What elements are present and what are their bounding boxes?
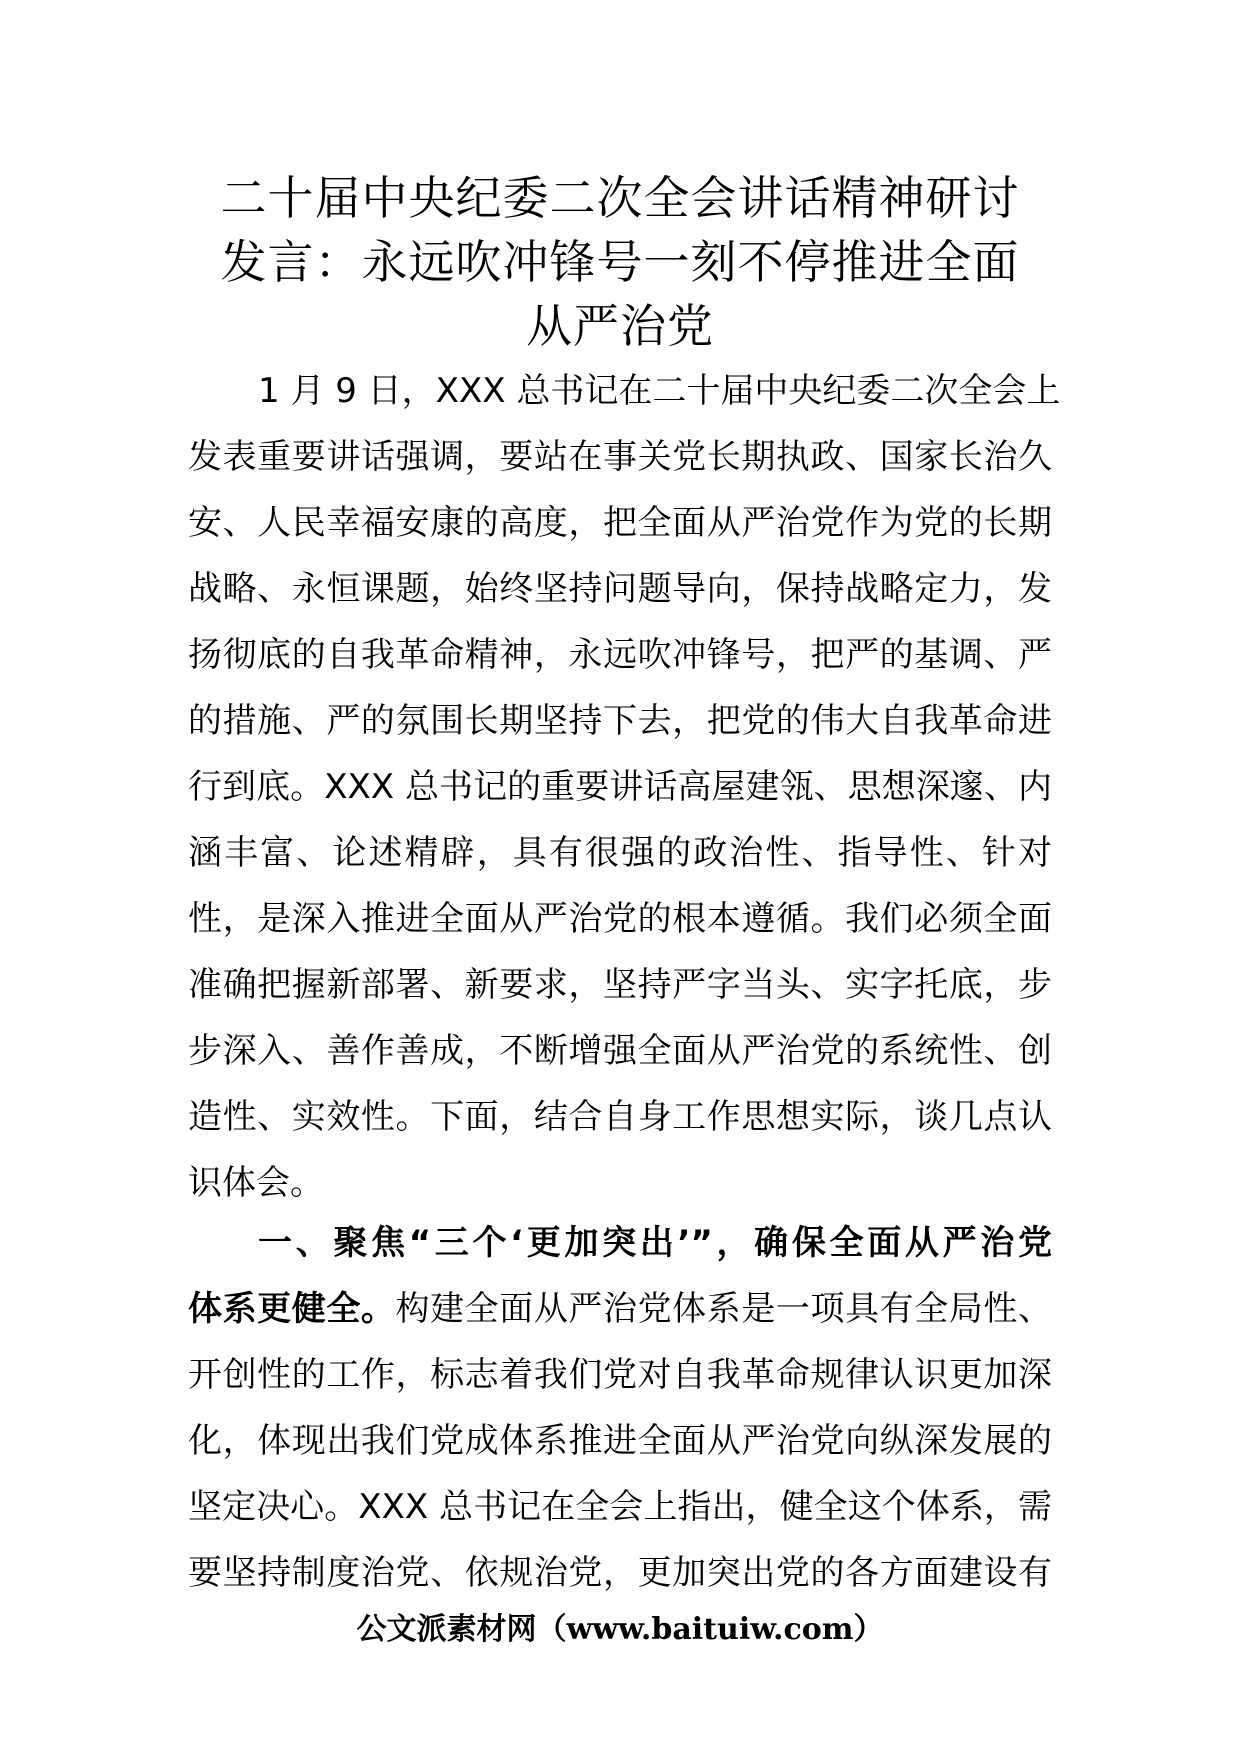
- paragraph-intro: [188, 358, 1061, 1216]
- paragraph-line: 要坚持制度治党、依规治党，更加突出党的各方面建设有: [188, 1553, 1052, 1593]
- title-line: 发言：永远吹冲锋号一刻不停推进全面: [220, 235, 1020, 289]
- title-line: 二十届中央纪委二次全会讲话精神研讨: [220, 171, 1020, 225]
- paragraph-line: 涵丰富、论述精辟，具有很强的政治性、指导性、针对: [188, 833, 1052, 873]
- section-heading-cont: 体系更健全。: [188, 1289, 396, 1329]
- paragraph-line: 步深入、善作善成，不断增强全面从严治党的系统性、创: [188, 1031, 1052, 1071]
- paragraph-section-one: [188, 1210, 1052, 1606]
- footer-watermark: 公文派素材网（www.baituiw.com）: [356, 1612, 884, 1647]
- paragraph-line: 坚定决心。XXX 总书记在全会上指出，健全这个体系，需: [188, 1487, 1052, 1527]
- paragraph-line: 识体会。: [188, 1163, 324, 1203]
- paragraph-line: 发表重要讲话强调，要站在事关党长期执政、国家长治久: [188, 437, 1052, 477]
- section-heading: 一、聚焦“三个‘更加突出’”，确保全面从严治党: [258, 1223, 1052, 1263]
- document-title: [190, 166, 1050, 358]
- paragraph-line-rest: 构建全面从严治党体系是一项具有全局性、: [395, 1289, 1052, 1329]
- paragraph-line: 开创性的工作，标志着我们党对自我革命规律认识更加深: [188, 1355, 1052, 1395]
- paragraph-line: 安、人民幸福安康的高度，把全面从严治党作为党的长期: [188, 503, 1052, 543]
- paragraph-line: 战略、永恒课题，始终坚持问题导向，保持战略定力，发: [188, 569, 1052, 609]
- paragraph-line: [188, 1276, 1052, 1342]
- paragraph-line: 的措施、严的氛围长期坚持下去，把党的伟大自我革命进: [188, 701, 1052, 741]
- paragraph-line: 性，是深入推进全面从严治党的根本遵循。我们必须全面: [188, 899, 1052, 939]
- paragraph-line: 扬彻底的自我革命精神，永远吹冲锋号，把严的基调、严: [188, 635, 1052, 675]
- paragraph-line: 化，体现出我们党成体系推进全面从严治党向纵深发展的: [188, 1421, 1052, 1461]
- paragraph-line: 造性、实效性。下面，结合自身工作思想实际，谈几点认: [188, 1097, 1052, 1137]
- paragraph-line: 准确把握新部署、新要求，坚持严字当头、实字托底，步: [188, 965, 1052, 1005]
- paragraph-line: 行到底。XXX 总书记的重要讲话高屋建瓴、思想深邃、内: [188, 767, 1052, 807]
- paragraph-line: 1 月 9 日，XXX 总书记在二十届中央纪委二次全会上: [258, 371, 1061, 411]
- title-line: 从严治党: [526, 299, 714, 353]
